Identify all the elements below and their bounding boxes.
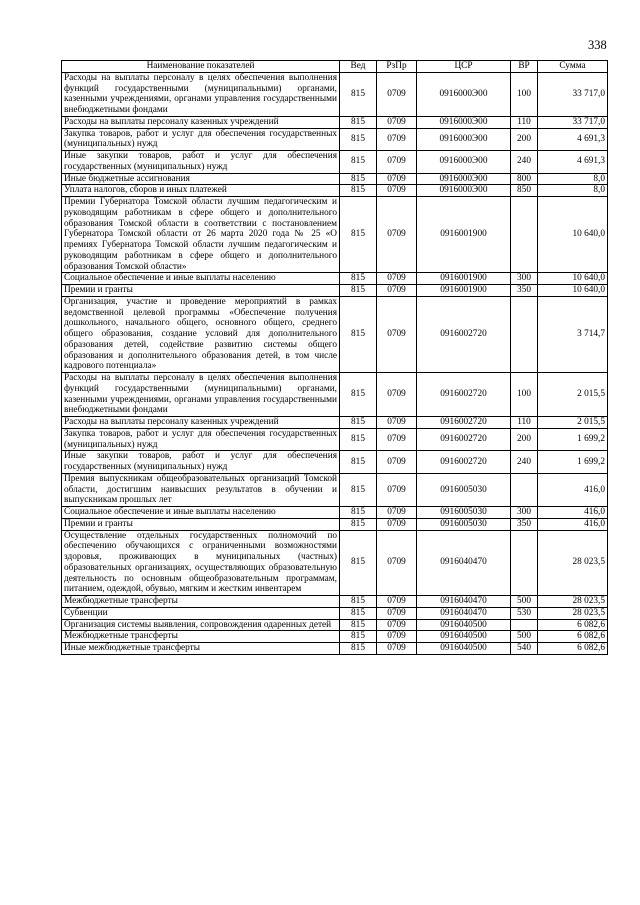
cell-ved: 815 — [340, 451, 377, 474]
budget-table — [61, 60, 608, 655]
cell-csr: 0916001900 — [417, 285, 511, 297]
cell-csr: 0916002720 — [417, 373, 511, 417]
cell-sum: 6 082,6 — [538, 643, 608, 655]
cell-name: Расходы на выплаты персоналу казенных учреждений — [62, 417, 340, 429]
cell-ved: 815 — [340, 373, 377, 417]
cell-vr: 800 — [511, 173, 538, 185]
cell-vr — [511, 197, 538, 273]
cell-sum: 416,0 — [538, 518, 608, 530]
cell-ved: 815 — [340, 72, 377, 116]
table-row — [62, 631, 608, 643]
cell-rzpr: 0709 — [377, 296, 417, 372]
cell-sum: 33 717,0 — [538, 72, 608, 116]
cell-vr: 540 — [511, 643, 538, 655]
table-row — [62, 473, 608, 506]
cell-sum: 3 714,7 — [538, 296, 608, 372]
table-row — [62, 373, 608, 417]
cell-csr: 0916002720 — [417, 451, 511, 474]
cell-rzpr: 0709 — [377, 285, 417, 297]
cell-name: Иные межбюджетные трансферты — [62, 643, 340, 655]
cell-vr: 200 — [511, 128, 538, 151]
cell-vr — [511, 530, 538, 596]
cell-sum: 10 640,0 — [538, 285, 608, 297]
cell-ved: 815 — [340, 151, 377, 174]
table-row — [62, 197, 608, 273]
cell-ved: 815 — [340, 128, 377, 151]
cell-rzpr: 0709 — [377, 128, 417, 151]
cell-name: Иные бюджетные ассигнования — [62, 173, 340, 185]
header-ved: Вед — [340, 61, 377, 73]
cell-rzpr: 0709 — [377, 518, 417, 530]
cell-name: Организация, участие и проведение мероприятий в рамках ведомственной целевой программы «Обеспечение получения дошкольного, начального общего, основного общего, среднего общего образования, создание условий для дополнительного образования детей, содействие развитию системы общего образования и дополнительного образования детей, в том числе кадрового потенциала» — [62, 296, 340, 372]
cell-name: Социальное обеспечение и иные выплаты населению — [62, 273, 340, 285]
table-row — [62, 173, 608, 185]
cell-sum: 6 082,6 — [538, 619, 608, 631]
cell-vr: 300 — [511, 507, 538, 519]
cell-csr: 0916005030 — [417, 473, 511, 506]
cell-name: Межбюджетные трансферты — [62, 596, 340, 608]
cell-vr — [511, 296, 538, 372]
cell-ved: 815 — [340, 273, 377, 285]
cell-vr: 110 — [511, 116, 538, 128]
cell-name: Закупка товаров, работ и услуг для обеспечения государственных (муниципальных) нужд — [62, 428, 340, 451]
table-row — [62, 518, 608, 530]
cell-ved: 815 — [340, 417, 377, 429]
cell-ved: 815 — [340, 631, 377, 643]
cell-name: Расходы на выплаты персоналу в целях обеспечения выполнения функций государственными (муниципальными) органами, казенными учреждениями, органами управления государственными внебюджетными фондами — [62, 72, 340, 116]
cell-ved: 815 — [340, 428, 377, 451]
cell-sum: 416,0 — [538, 507, 608, 519]
cell-name: Иные закупки товаров, работ и услуг для обеспечения государственных (муниципальных) нужд — [62, 151, 340, 174]
page-number: 338 — [588, 38, 607, 52]
table-row — [62, 507, 608, 519]
table-row — [62, 285, 608, 297]
cell-vr — [511, 473, 538, 506]
cell-ved: 815 — [340, 518, 377, 530]
cell-sum: 416,0 — [538, 473, 608, 506]
cell-sum: 28 023,5 — [538, 596, 608, 608]
cell-name: Премия выпускникам общеобразовательных организаций Томской области, достигшим наивысших результатов в обучении и выпускникам прошлых лет — [62, 473, 340, 506]
cell-name: Премии и гранты — [62, 518, 340, 530]
cell-ved: 815 — [340, 530, 377, 596]
cell-rzpr: 0709 — [377, 643, 417, 655]
table-row — [62, 530, 608, 596]
cell-csr: 0916040500 — [417, 631, 511, 643]
cell-rzpr: 0709 — [377, 151, 417, 174]
cell-sum: 8,0 — [538, 185, 608, 197]
cell-csr: 0916040470 — [417, 530, 511, 596]
cell-rzpr: 0709 — [377, 473, 417, 506]
table-row — [62, 151, 608, 174]
cell-rzpr: 0709 — [377, 631, 417, 643]
cell-vr: 350 — [511, 518, 538, 530]
cell-csr: 0916000Э00 — [417, 151, 511, 174]
table-row — [62, 128, 608, 151]
cell-vr: 350 — [511, 285, 538, 297]
cell-sum: 1 699,2 — [538, 451, 608, 474]
cell-vr: 200 — [511, 428, 538, 451]
cell-rzpr: 0709 — [377, 173, 417, 185]
cell-name: Премии Губернатора Томской области лучшим педагогическим и руководящим работникам в сфере общего и дополнительного образования Томской области в соответствии с постановлением Губернатора Томской области от 26 марта 2020 года № 25 «О премиях Губернатора Томской области лучшим педагогическим и руководящим работникам в сфере общего и дополнительного образования Томской области» — [62, 197, 340, 273]
cell-vr: 850 — [511, 185, 538, 197]
cell-vr: 110 — [511, 417, 538, 429]
cell-sum: 2 015,5 — [538, 417, 608, 429]
cell-name: Осуществление отдельных государственных полномочий по обеспечению обучающихся с ограниченными возможностями здоровья, проживающих в муниципальных (частных) образовательных организациях, осуществляющих образовательную деятельность по основным общеобразовательным программам, питанием, одеждой, обувью, мягким и жестким инвентарем — [62, 530, 340, 596]
cell-rzpr: 0709 — [377, 197, 417, 273]
cell-csr: 0916000Э00 — [417, 173, 511, 185]
cell-vr — [511, 619, 538, 631]
cell-rzpr: 0709 — [377, 507, 417, 519]
table-row — [62, 296, 608, 372]
cell-name: Социальное обеспечение и иные выплаты населению — [62, 507, 340, 519]
cell-rzpr: 0709 — [377, 607, 417, 619]
cell-csr: 0916000Э00 — [417, 128, 511, 151]
cell-name: Межбюджетные трансферты — [62, 631, 340, 643]
cell-rzpr: 0709 — [377, 116, 417, 128]
cell-rzpr: 0709 — [377, 185, 417, 197]
cell-rzpr: 0709 — [377, 417, 417, 429]
cell-vr: 100 — [511, 72, 538, 116]
table-row — [62, 596, 608, 608]
cell-vr: 240 — [511, 151, 538, 174]
cell-csr: 0916002720 — [417, 428, 511, 451]
cell-name: Организация системы выявления, сопровождения одаренных детей — [62, 619, 340, 631]
cell-sum: 28 023,5 — [538, 530, 608, 596]
cell-rzpr: 0709 — [377, 451, 417, 474]
table-header-row — [62, 61, 608, 73]
cell-csr: 0916002720 — [417, 417, 511, 429]
cell-name: Расходы на выплаты персоналу в целях обеспечения выполнения функций государственными (муниципальными) органами, казенными учреждениями, органами управления государственными внебюджетными фондами — [62, 373, 340, 417]
cell-vr: 500 — [511, 596, 538, 608]
cell-csr: 0916000Э00 — [417, 116, 511, 128]
cell-sum: 2 015,5 — [538, 373, 608, 417]
cell-name: Иные закупки товаров, работ и услуг для обеспечения государственных (муниципальных) нужд — [62, 451, 340, 474]
cell-name: Закупка товаров, работ и услуг для обеспечения государственных (муниципальных) нужд — [62, 128, 340, 151]
cell-ved: 815 — [340, 619, 377, 631]
cell-csr: 0916005030 — [417, 518, 511, 530]
cell-ved: 815 — [340, 285, 377, 297]
cell-vr: 500 — [511, 631, 538, 643]
cell-ved: 815 — [340, 173, 377, 185]
cell-csr: 0916040500 — [417, 643, 511, 655]
cell-ved: 815 — [340, 643, 377, 655]
cell-rzpr: 0709 — [377, 273, 417, 285]
cell-vr: 530 — [511, 607, 538, 619]
cell-ved: 815 — [340, 507, 377, 519]
cell-ved: 815 — [340, 185, 377, 197]
table-row — [62, 428, 608, 451]
cell-vr: 100 — [511, 373, 538, 417]
cell-sum: 10 640,0 — [538, 273, 608, 285]
cell-csr: 0916040470 — [417, 596, 511, 608]
header-csr: ЦСР — [417, 61, 511, 73]
cell-rzpr: 0709 — [377, 530, 417, 596]
cell-name: Премии и гранты — [62, 285, 340, 297]
table-row — [62, 116, 608, 128]
cell-rzpr: 0709 — [377, 428, 417, 451]
cell-sum: 4 691,3 — [538, 151, 608, 174]
cell-vr: 240 — [511, 451, 538, 474]
table-row — [62, 72, 608, 116]
cell-csr: 0916001900 — [417, 273, 511, 285]
table-body — [62, 72, 608, 654]
cell-csr: 0916001900 — [417, 197, 511, 273]
cell-ved: 815 — [340, 116, 377, 128]
cell-rzpr: 0709 — [377, 596, 417, 608]
cell-ved: 815 — [340, 473, 377, 506]
table-row — [62, 643, 608, 655]
table-row — [62, 607, 608, 619]
cell-vr: 300 — [511, 273, 538, 285]
header-vr: ВР — [511, 61, 538, 73]
cell-name: Расходы на выплаты персоналу казенных учреждений — [62, 116, 340, 128]
cell-sum: 6 082,6 — [538, 631, 608, 643]
cell-sum: 4 691,3 — [538, 128, 608, 151]
cell-sum: 10 640,0 — [538, 197, 608, 273]
cell-ved: 815 — [340, 596, 377, 608]
cell-ved: 815 — [340, 197, 377, 273]
header-sum: Сумма — [538, 61, 608, 73]
cell-sum: 28 023,5 — [538, 607, 608, 619]
cell-rzpr: 0709 — [377, 373, 417, 417]
cell-rzpr: 0709 — [377, 619, 417, 631]
cell-sum: 1 699,2 — [538, 428, 608, 451]
cell-sum: 8,0 — [538, 173, 608, 185]
table-row — [62, 451, 608, 474]
cell-csr: 0916005030 — [417, 507, 511, 519]
header-name: Наименование показателей — [62, 61, 340, 73]
cell-ved: 815 — [340, 607, 377, 619]
table-row — [62, 185, 608, 197]
cell-name: Уплата налогов, сборов и иных платежей — [62, 185, 340, 197]
table-row — [62, 619, 608, 631]
cell-csr: 0916040500 — [417, 619, 511, 631]
cell-sum: 33 717,0 — [538, 116, 608, 128]
table-row — [62, 417, 608, 429]
cell-ved: 815 — [340, 296, 377, 372]
cell-csr: 0916040470 — [417, 607, 511, 619]
cell-name: Субвенции — [62, 607, 340, 619]
cell-csr: 0916000Э00 — [417, 185, 511, 197]
table-row — [62, 273, 608, 285]
cell-rzpr: 0709 — [377, 72, 417, 116]
cell-csr: 0916000Э00 — [417, 72, 511, 116]
cell-csr: 0916002720 — [417, 296, 511, 372]
header-rzpr: РзПр — [377, 61, 417, 73]
